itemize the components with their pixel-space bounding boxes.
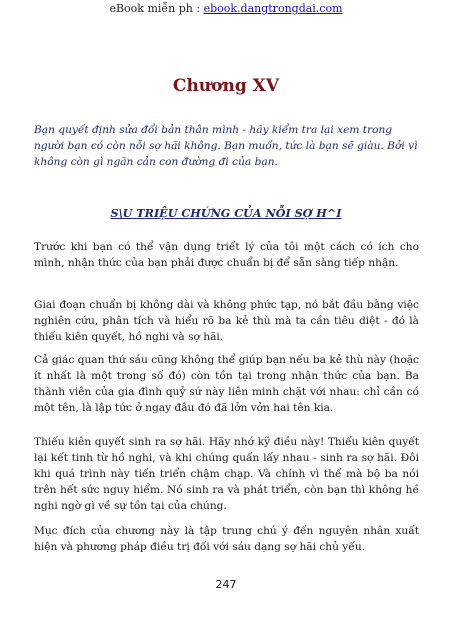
- paragraph: Thiếu kiên quyết sinh ra sợ hãi. Hãy nhớ kỹ điều này! Thiếu kiên quyết lại kết tinh từ hồ nghi, và khi chúng quấn lấy nhau - sinh ra sợ hãi. Đôi khi quá trình này tiến triển chậm chạp. Và chính vì thế mà bộ ba nói trên hết sức nguy hiểm. Nó sinh ra và phát triển, còn bạn thì không hề nghi ngờ gì về sự tồn tại của chúng.: [34, 436, 419, 512]
- paragraph: Trước khi bạn có thể vận dụng triết lý của tôi một cách có ích cho mình, nhận thức của bạn phải được chuẩn bị để sẵn sàng tiếp nhận.: [34, 241, 419, 269]
- paragraph: Cả giác quan thứ sáu cũng không thể giúp bạn nếu ba kẻ thù này (hoặc ít nhất là một trong số đó) còn tồn tại trong nhận thức của bạn. Ba thành viên của gia đình quỷ sứ này liên minh chặt với nhau: chỉ cần có một tên, là lập tức ở ngay đâu đó đã lởn vởn hai tên kia.: [34, 354, 419, 414]
- section-title: S\U TRIỆU CHỨNG CỦA NỖI SỢ H^I: [110, 206, 342, 220]
- epigraph: Bạn quyết định sửa đổi bản thân mình - hãy kiểm tra lại xem trong người bạn có còn nỗi sợ hãi không. Bạn muốn, tức là bạn sẽ giàu. Bởi vì không còn gì ngăn cản con đường đi của bạn.: [34, 124, 418, 168]
- paragraph: Mục đích của chương này là tập trung chú ý đến nguyên nhân xuất hiện và phương pháp điều trị đối với sáu dạng sợ hãi chủ yếu.: [34, 525, 419, 553]
- chapter-title: Chương XV: [172, 76, 280, 96]
- page-header: [0, 2, 452, 15]
- header-prefix: eBook miễn ph :: [109, 2, 204, 15]
- header-link[interactable]: ebook.dangtrongdai.com: [203, 2, 343, 15]
- page-number: 247: [215, 578, 237, 591]
- paragraph: Giai đoạn chuẩn bị không dài và không phức tạp, nó bắt đầu bằng việc nghiên cứu, phân tích và hiểu rõ ba kẻ thù mà ta cần tiêu diệt - đó là thiếu kiên quyết, hồ nghi và sợ hãi.: [34, 299, 419, 343]
